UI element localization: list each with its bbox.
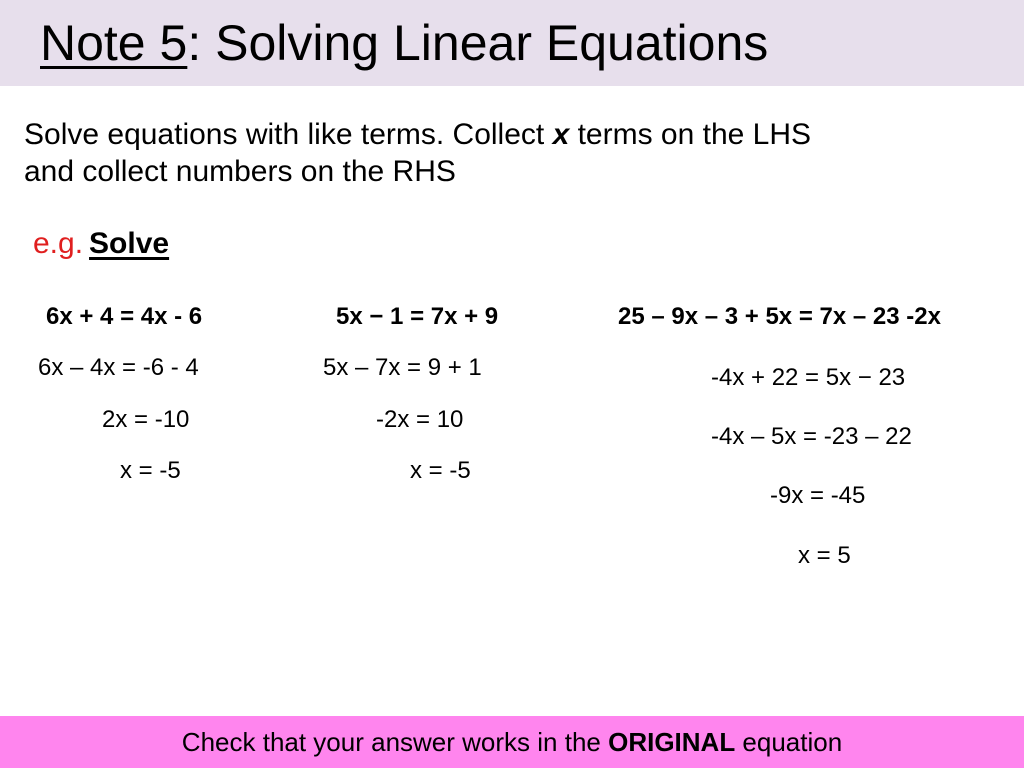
equation-2-step-1: 5x – 7x = 9 + 1 bbox=[323, 354, 482, 381]
intro-line-1 bbox=[24, 116, 1004, 153]
equation-3-step-4: x = 5 bbox=[798, 542, 851, 569]
intro-text bbox=[24, 116, 1004, 190]
title-bar bbox=[0, 0, 1024, 86]
equation-2-header: 5x − 1 = 7x + 9 bbox=[336, 303, 499, 330]
intro-x-variable: x bbox=[552, 118, 570, 151]
intro-line-1-start: Solve equations with like terms. Collect bbox=[24, 118, 553, 151]
equation-3-step-1: -4x + 22 = 5x − 23 bbox=[711, 364, 906, 391]
equation-3-header: 25 – 9x – 3 + 5x = 7x – 23 -2x bbox=[618, 303, 941, 330]
page-title bbox=[40, 8, 768, 78]
equation-3-step-2: -4x – 5x = -23 – 22 bbox=[711, 423, 912, 450]
title-note-number: Note 5 bbox=[40, 15, 188, 71]
equation-2-step-2: -2x = 10 bbox=[376, 406, 464, 433]
equation-3-step-3: -9x = -45 bbox=[770, 482, 866, 509]
solve-heading: Solve bbox=[89, 227, 170, 260]
footer-text-end: equation bbox=[735, 727, 843, 757]
intro-line-2: and collect numbers on the RHS bbox=[24, 155, 456, 188]
eg-text: e.g. bbox=[33, 227, 84, 260]
equation-1-step-2: 2x = -10 bbox=[102, 406, 190, 433]
equation-2-step-3: x = -5 bbox=[410, 457, 471, 484]
intro-line-1-end: terms on the LHS bbox=[569, 118, 812, 151]
footer-text-start: Check that your answer works in the bbox=[181, 727, 609, 757]
title-text: : Solving Linear Equations bbox=[187, 15, 769, 71]
footer-original-emphasis: ORIGINAL bbox=[608, 727, 736, 757]
equation-1-header: 6x + 4 = 4x - 6 bbox=[46, 303, 203, 330]
equation-1-step-3: x = -5 bbox=[120, 457, 181, 484]
equation-1-step-1: 6x – 4x = -6 - 4 bbox=[38, 354, 199, 381]
example-label bbox=[33, 226, 169, 262]
footer-banner bbox=[0, 716, 1024, 768]
